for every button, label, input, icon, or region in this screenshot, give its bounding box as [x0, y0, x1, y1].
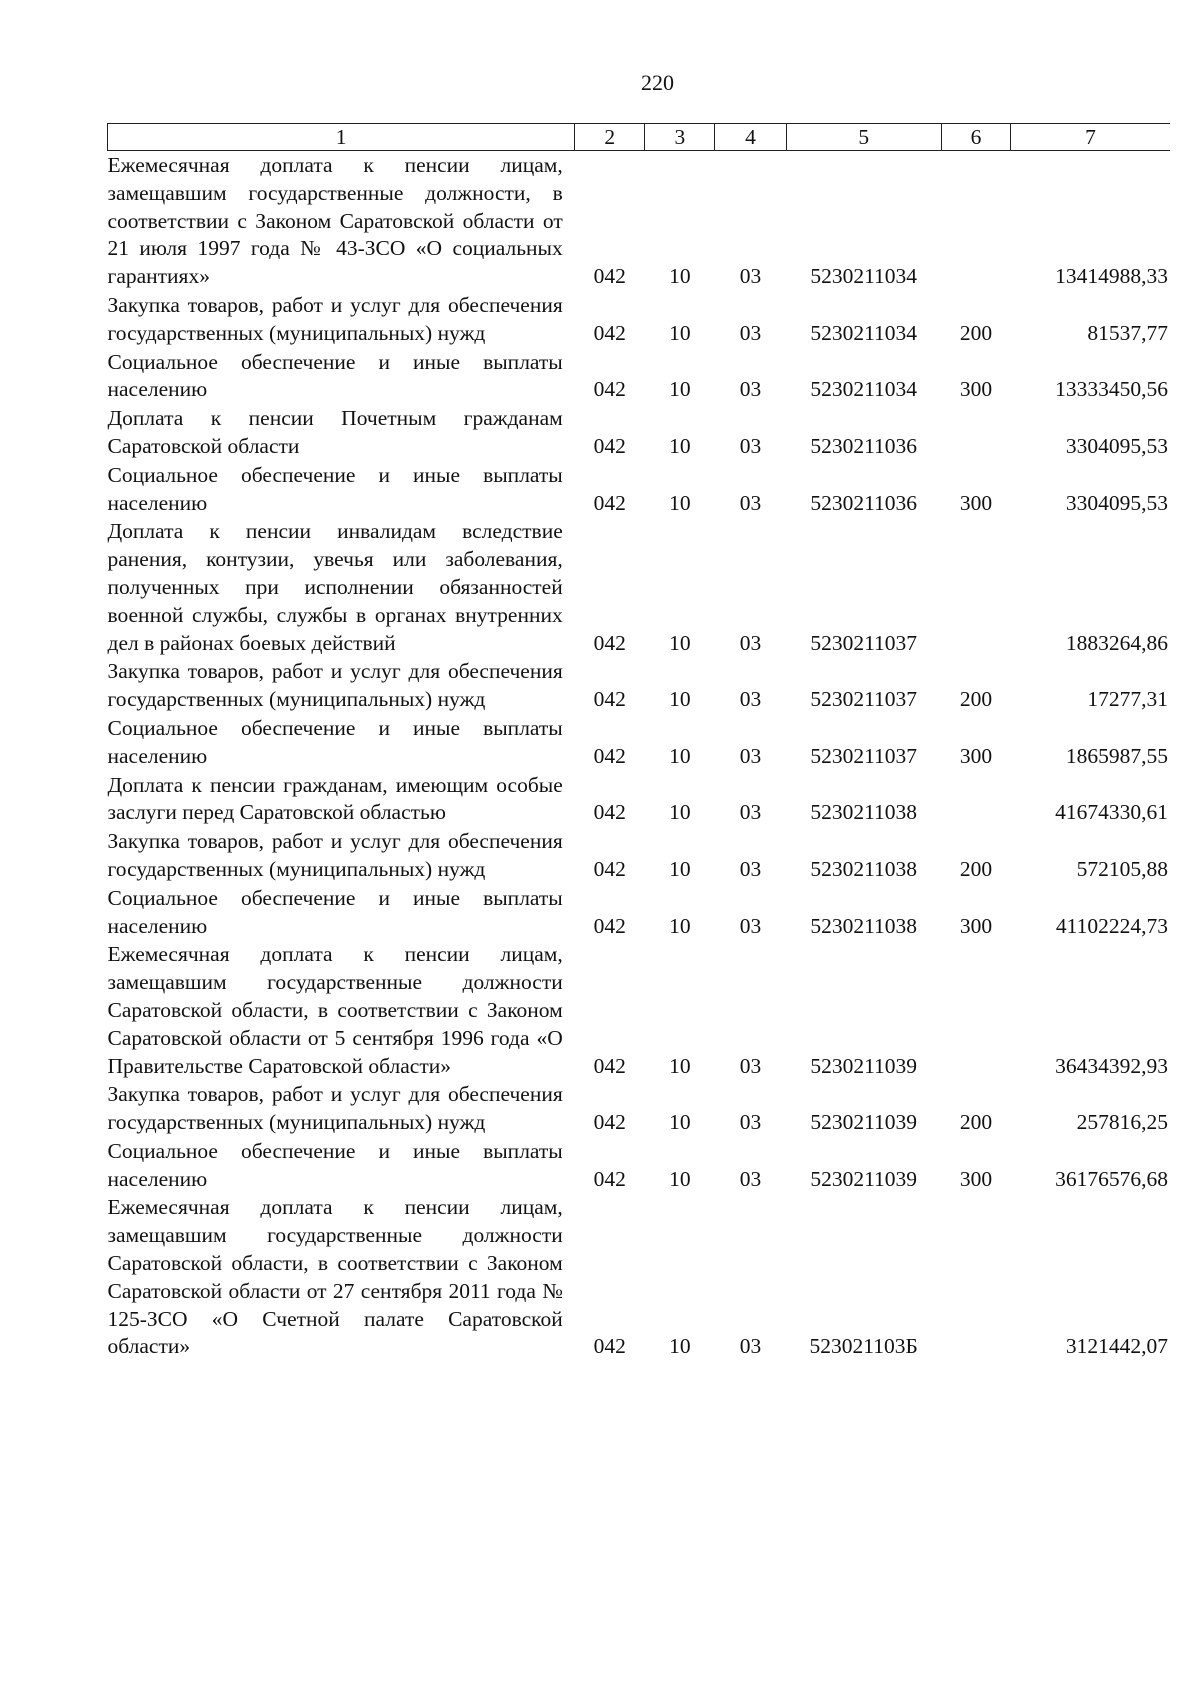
row-expense-type: 300: [959, 490, 993, 515]
table-body: [108, 151, 1171, 1362]
row-amount: 3121442,07: [1065, 1334, 1168, 1359]
row-ved-code: 042: [593, 490, 626, 515]
row-ved-code: 042: [593, 264, 626, 289]
row-expense-type: [941, 1193, 1010, 1361]
row-amount: 13333450,56: [1055, 377, 1168, 402]
header-col-4: 4: [715, 124, 786, 151]
row-section-code: 10: [669, 856, 691, 881]
row-target-article: 5230211034: [810, 264, 918, 289]
row-subsection-code: 03: [739, 1110, 762, 1135]
row-amount: 1865987,55: [1065, 743, 1168, 768]
row-subsection-code: 03: [739, 490, 762, 515]
row-name: Социальное обеспечение и иные выплаты населению: [107, 462, 563, 515]
row-target-article: 5230211036: [810, 433, 918, 458]
row-target-article: 5230211034: [810, 377, 918, 402]
row-name: Закупка товаров, работ и услуг для обеспечения государственных (муниципальных) нужд: [107, 1082, 563, 1135]
row-amount: 36434392,93: [1055, 1053, 1168, 1078]
row-name: Доплата к пенсии Почетным гражданам Саратовской области: [107, 406, 563, 458]
row-ved-code: 042: [593, 743, 626, 768]
header-col-7: 7: [1010, 124, 1170, 151]
budget-table: [107, 123, 1170, 1361]
row-section-code: 10: [669, 490, 691, 515]
row-expense-type: 300: [959, 743, 993, 768]
row-subsection-code: 03: [739, 320, 762, 345]
row-target-article: 5230211039: [810, 1053, 918, 1078]
header-col-6: 6: [941, 124, 1010, 151]
row-name: Социальное обеспечение и иные выплаты населению: [107, 1138, 563, 1191]
row-section-code: 10: [669, 320, 691, 345]
row-name: Закупка товаров, работ и услуг для обеспечения государственных (муниципальных) нужд: [107, 829, 563, 881]
row-section-code: 10: [669, 800, 691, 825]
page-number: 220: [641, 70, 674, 95]
row-expense-type: 300: [959, 377, 993, 402]
row-ved-code: 042: [593, 856, 626, 881]
table-row: [108, 461, 1171, 518]
row-ved-code: 042: [593, 1053, 626, 1078]
row-section-code: 10: [669, 377, 691, 402]
row-section-code: 10: [669, 264, 691, 289]
table-row: [108, 771, 1171, 828]
row-amount: 13414988,33: [1055, 264, 1168, 289]
row-section-code: 10: [669, 1053, 691, 1078]
row-subsection-code: 03: [739, 743, 762, 768]
row-expense-type: 200: [959, 687, 993, 712]
row-target-article: 5230211034: [810, 320, 918, 345]
row-amount: 1883264,86: [1065, 630, 1168, 655]
row-name: Закупка товаров, работ и услуг для обеспечения государственных (муниципальных) нужд: [107, 292, 563, 345]
table-row: [108, 827, 1171, 884]
row-name: Социальное обеспечение и иные выплаты населению: [107, 885, 563, 938]
row-amount: 41674330,61: [1055, 800, 1168, 825]
row-amount: 572105,88: [1076, 856, 1168, 881]
table-row: [108, 884, 1171, 941]
row-ved-code: 042: [593, 1110, 626, 1135]
row-ved-code: 042: [593, 800, 626, 825]
row-name: Ежемесячная доплата к пенсии лицам, замещавшим государственные должности Саратовской области, в соответствии с Законом Саратовской области от 5 сентября 1996 года «О Правительстве Саратовской области»: [107, 942, 563, 1078]
row-target-article: 5230211039: [810, 1110, 918, 1135]
table-row: [108, 348, 1171, 405]
row-target-article: 5230211038: [810, 800, 918, 825]
row-name: Доплата к пенсии инвалидам вследствие ранения, контузии, увечья или заболевания, полученных при исполнении обязанностей военной службы, службы в органах внутренних дел в районах боевых действий: [107, 519, 563, 655]
row-subsection-code: 03: [739, 1334, 762, 1359]
row-section-code: 10: [669, 743, 691, 768]
row-subsection-code: 03: [739, 800, 762, 825]
row-amount: 3304095,53: [1065, 490, 1168, 515]
row-subsection-code: 03: [739, 1053, 762, 1078]
row-ved-code: 042: [593, 1334, 626, 1359]
row-expense-type: 200: [959, 320, 993, 345]
row-section-code: 10: [669, 1334, 691, 1359]
row-ved-code: 042: [593, 377, 626, 402]
table-row: [108, 151, 1171, 291]
row-name: Доплата к пенсии гражданам, имеющим особые заслуги перед Саратовской областью: [107, 772, 563, 825]
table-row: [108, 940, 1171, 1080]
row-name: Закупка товаров, работ и услуг для обеспечения государственных (муниципальных) нужд: [107, 659, 563, 712]
row-section-code: 10: [669, 630, 691, 655]
header-col-1: 1: [108, 124, 575, 151]
row-target-article: 5230211036: [810, 490, 918, 515]
table-row: [108, 1193, 1171, 1361]
row-section-code: 10: [669, 687, 691, 712]
row-target-article: 5230211037: [810, 687, 918, 712]
row-section-code: 10: [669, 913, 691, 938]
row-target-article: 5230211038: [810, 913, 918, 938]
row-section-code: 10: [669, 433, 691, 458]
row-expense-type: [941, 404, 1010, 461]
row-ved-code: 042: [593, 687, 626, 712]
row-name: Социальное обеспечение и иные выплаты населению: [107, 349, 563, 402]
table-row: [108, 404, 1171, 461]
row-subsection-code: 03: [739, 433, 762, 458]
row-amount: 41102224,73: [1055, 913, 1168, 938]
row-expense-type: [941, 940, 1010, 1080]
table-row: [108, 714, 1171, 771]
row-subsection-code: 03: [739, 1166, 762, 1191]
row-ved-code: 042: [593, 1166, 626, 1191]
row-expense-type: [941, 771, 1010, 828]
header-col-3: 3: [645, 124, 715, 151]
row-subsection-code: 03: [739, 264, 762, 289]
table-row: [108, 657, 1171, 714]
row-subsection-code: 03: [739, 687, 762, 712]
table-row: [108, 291, 1171, 348]
table-row: [108, 1080, 1171, 1137]
header-col-2: 2: [575, 124, 645, 151]
row-name: Социальное обеспечение и иные выплаты населению: [107, 715, 563, 768]
row-ved-code: 042: [593, 320, 626, 345]
row-expense-type: [941, 517, 1010, 657]
row-target-article: 5230211037: [810, 743, 918, 768]
row-target-article: 5230211038: [810, 856, 918, 881]
row-expense-type: 300: [959, 913, 993, 938]
row-subsection-code: 03: [739, 913, 762, 938]
row-subsection-code: 03: [739, 377, 762, 402]
table-row: [108, 1137, 1171, 1194]
row-name: Ежемесячная доплата к пенсии лицам, замещавшим государственные должности Саратовской области, в соответствии с Законом Саратовской области от 27 сентября 2011 года № 125-ЗСО «О Счетной палате Саратовской области»: [107, 1195, 563, 1359]
row-target-article: 5230211037: [810, 630, 918, 655]
row-subsection-code: 03: [739, 856, 762, 881]
row-expense-type: 200: [959, 856, 993, 881]
row-amount: 17277,31: [1087, 687, 1168, 712]
row-expense-type: [941, 151, 1010, 291]
table-row: [108, 517, 1171, 657]
row-target-article: 5230211039: [810, 1166, 918, 1191]
row-expense-type: 300: [959, 1166, 993, 1191]
header-row: [108, 124, 1171, 151]
row-amount: 81537,77: [1087, 320, 1168, 345]
header-col-5: 5: [786, 124, 941, 151]
row-ved-code: 042: [593, 433, 626, 458]
row-subsection-code: 03: [739, 630, 762, 655]
row-ved-code: 042: [593, 913, 626, 938]
row-amount: 3304095,53: [1065, 433, 1168, 458]
row-expense-type: 200: [959, 1110, 993, 1135]
row-amount: 257816,25: [1076, 1110, 1168, 1135]
row-target-article: 523021103Б: [809, 1334, 918, 1359]
row-name: Ежемесячная доплата к пенсии лицам, замещавшим государственные должности, в соответствии с Законом Саратовской области от 21 июля 1997 года № 43-ЗСО «О социальных гарантиях»: [107, 153, 563, 289]
row-section-code: 10: [669, 1166, 691, 1191]
row-amount: 36176576,68: [1055, 1166, 1168, 1191]
row-section-code: 10: [669, 1110, 691, 1135]
row-ved-code: 042: [593, 630, 626, 655]
